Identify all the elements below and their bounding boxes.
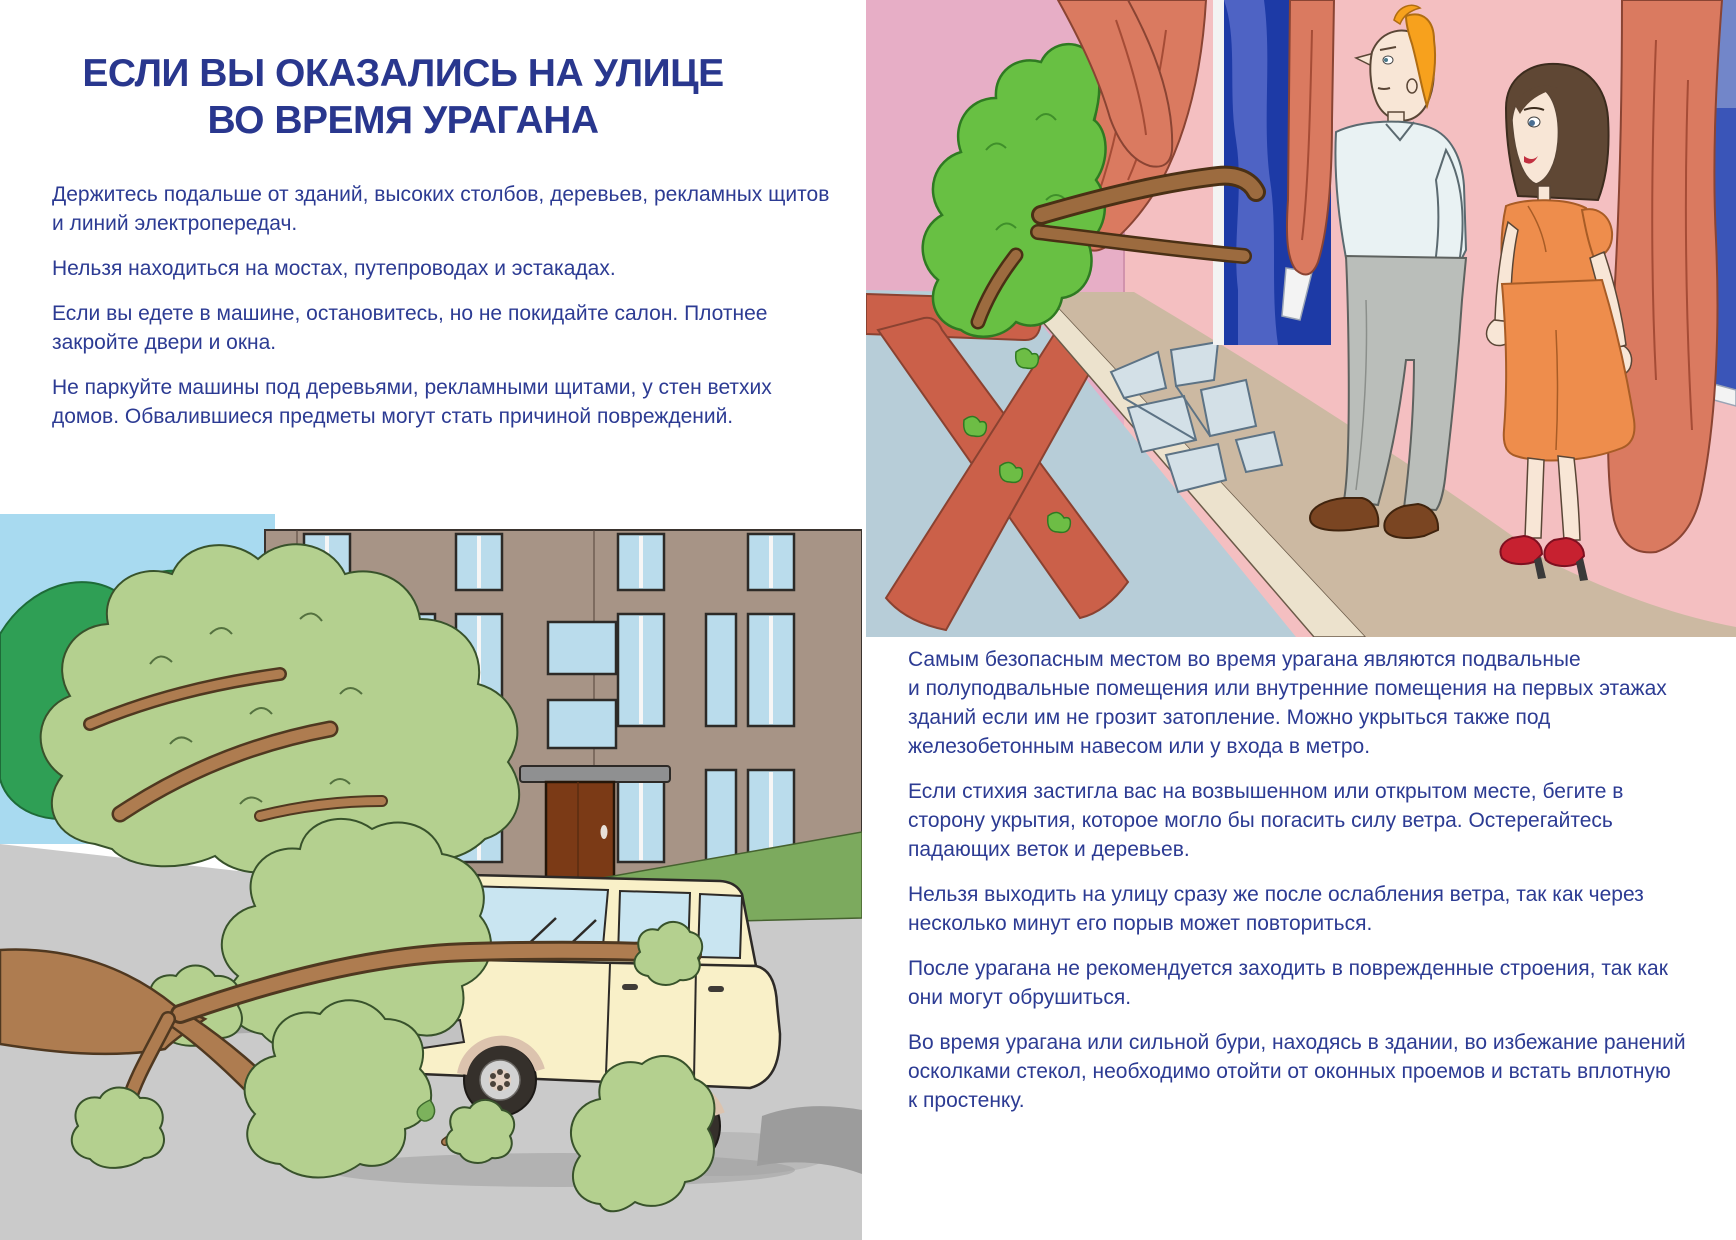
door-handle <box>601 825 608 839</box>
paragraph <box>52 299 768 357</box>
text-line: После урагана не рекомендуется заходить в поврежденные строения, так как <box>908 957 1668 980</box>
text-line: зданий если им не грозит затопление. Можно укрыться также под <box>908 706 1551 729</box>
text-line: Если стихия застигла вас на возвышенном или открытом месте, бегите в <box>908 780 1624 803</box>
text-line: несколько минут его порыв может повториться. <box>908 912 1373 935</box>
text-line: Держитесь подальше от зданий, высоких столбов, деревьев, рекламных щитов <box>52 183 830 206</box>
door-handle <box>622 984 638 990</box>
text-line: сторону укрытия, которое могло бы погасить силу ветра. Остерегайтесь <box>908 809 1613 832</box>
text-line: Нельзя выходить на улицу сразу же после ослабления ветра, так как через <box>908 883 1644 906</box>
text-line: к простенку. <box>908 1089 1025 1112</box>
paragraph <box>908 777 1708 864</box>
paragraph <box>908 645 1708 761</box>
entrance-canopy <box>520 766 670 782</box>
door-handle <box>708 986 724 992</box>
left-text-column <box>52 50 830 447</box>
text-line: и полуподвальные помещения или внутренние помещения на первых этажах <box>908 677 1667 700</box>
text-line: домов. Обвалившиеся предметы могут стать причиной повреждений. <box>52 405 734 428</box>
man-ear <box>1407 79 1417 93</box>
paragraph <box>52 180 830 238</box>
paragraph <box>52 254 754 283</box>
paragraph <box>908 954 1708 1012</box>
paragraph <box>908 880 1708 938</box>
foliage-blob <box>72 1088 164 1168</box>
page-title <box>52 50 754 144</box>
text-line: железобетонным навесом или у входа в метро. <box>908 735 1371 758</box>
text-line: и линий электропередач. <box>52 212 298 235</box>
paragraph <box>52 373 772 431</box>
text-line: Нельзя находиться на мостах, путепроводах и эстакадах. <box>52 257 616 280</box>
text-line: закройте двери и окна. <box>52 331 277 354</box>
title-line-1: ЕСЛИ ВЫ ОКАЗАЛИСЬ НА УЛИЦЕ <box>82 52 724 95</box>
text-line: Самым безопасным местом во время урагана являются подвальные <box>908 648 1581 671</box>
text-line: Если вы едете в машине, остановитесь, но не покидайте салон. Плотнее <box>52 302 768 325</box>
paragraph <box>908 1028 1708 1115</box>
title-line-2: ВО ВРЕМЯ УРАГАНА <box>207 99 599 142</box>
side-window <box>698 894 742 958</box>
text-line: Во время урагана или сильной бури, находясь в здании, во избежание ранений <box>908 1031 1686 1054</box>
text-line: Не паркуйте машины под деревьями, рекламными щитами, у стен ветхих <box>52 376 772 399</box>
fallen-tree-car-illustration <box>0 514 862 1240</box>
bent-tree-trunk-right <box>1608 0 1722 552</box>
woman-leg <box>1525 458 1544 538</box>
text-line: осколками стекол, необходимо отойти от оконных проемов и встать вплотную <box>908 1060 1671 1083</box>
right-text-column <box>908 645 1708 1131</box>
car-shadow <box>325 1153 795 1187</box>
text-line: они могут обрушиться. <box>908 986 1132 1009</box>
hurricane-street-illustration <box>866 0 1736 637</box>
text-line: падающих веток и деревьев. <box>908 838 1190 861</box>
